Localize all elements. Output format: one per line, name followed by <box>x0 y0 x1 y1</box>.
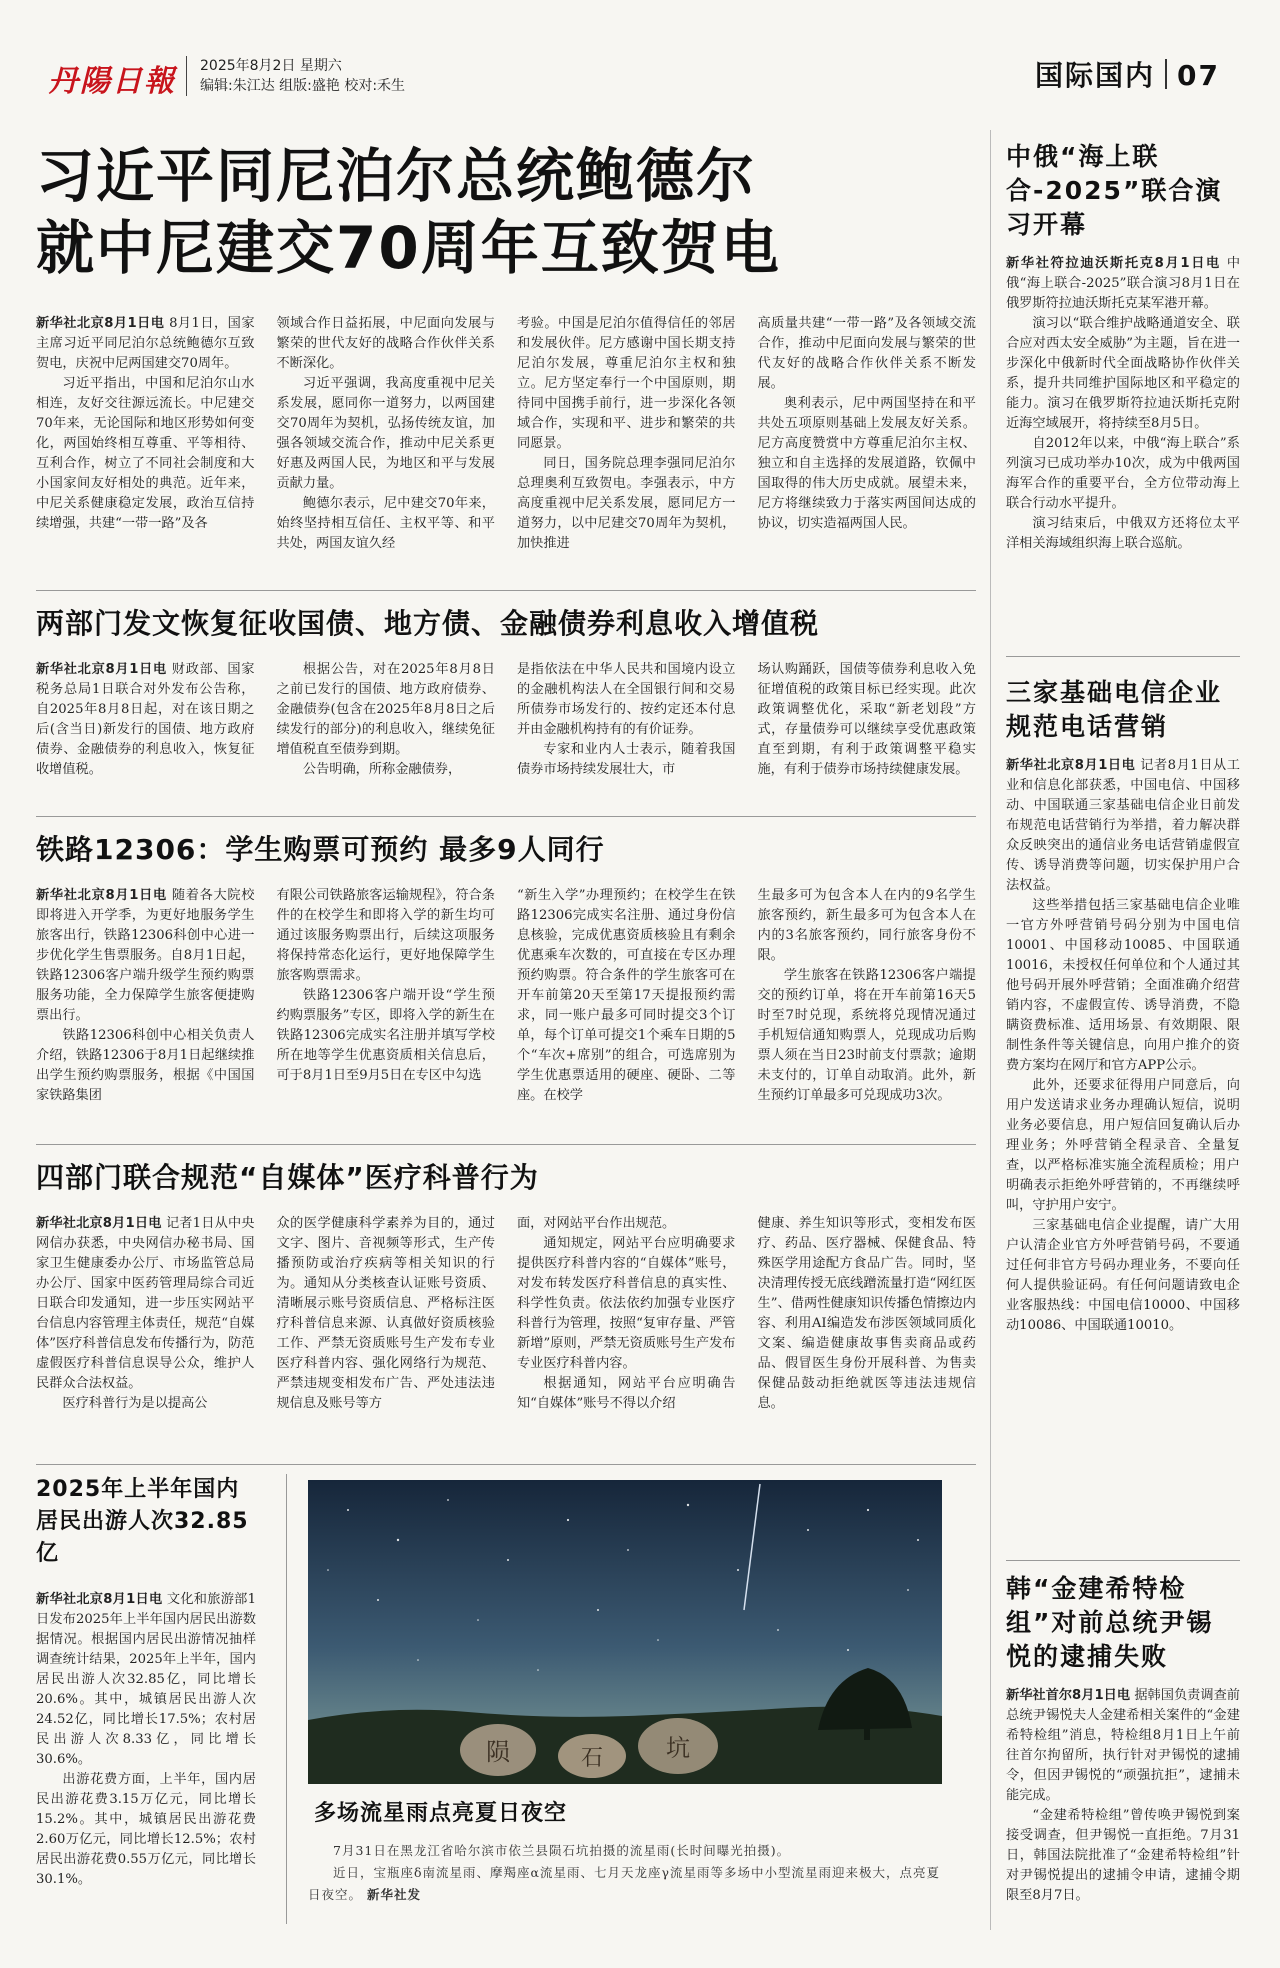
article3-text: 生最多可为包含本人在内的9名学生旅客预约，新生最多可为包含本人在内的3名旅客预约，同行旅客身份不限。 <box>757 888 976 963</box>
meteor-photo <box>308 1480 942 1784</box>
article2-text: 财政部、国家税务总局1日联合对外发布公告称，自2025年8月8日起，对在该日期之后(含当日)新发行的国债、地方政府债券、金融债券的利息收入，恢复征收增值税。 <box>36 662 255 777</box>
article3-text: 有限公司铁路旅客运输规程》，符合条件的在校学生和即将入学的新生均可通过该服务购票出行，后续这项服务将保持常态化运行，更好地保障学生旅客购票需求。 <box>276 888 495 983</box>
lead-headline <box>36 140 976 284</box>
article4-text: 众的医学健康科学素养为目的，通过文字、图片、音视频等形式，生产传播预防或治疗疾病等相关知识的行为。通知从分类核查认证账号资质、清晰展示账号资质信息、严格标注医疗科普信息来源、认真做好资质核验工作、严禁无资质账号生产发布专业医疗科普内容、强化网络行为规范、严禁违规变相发布广告、严处违法违规信息及账号等方 <box>276 1216 495 1411</box>
dateline: 新华社北京8月1日电 <box>36 888 167 903</box>
right2-text: 此外，还要求征得用户同意后，向用户发送请求业务办理确认短信，说明业务必要信息，用户短信回复确认后办理业务；外呼营销全程录音、全量复查，以严格标准实施全流程质检；用户明确表示拒绝外呼营销的，不再继续呼叫，守护用户安宁。 <box>1006 1078 1240 1213</box>
article1-text: 考验。中国是尼泊尔值得信任的邻居和发展伙伴。尼方感谢中国长期支持尼泊尔发展，尊重尼泊尔主权和独立。尼方坚定奉行一个中国原则，期待同中国携手前行，进一步深化各领域合作，实现和平、进步和繁荣的共同愿景。 <box>517 316 736 451</box>
right1-text: 演习结束后，中俄双方还将位太平洋相关海域组织海上联合巡航。 <box>1006 516 1240 551</box>
right2-text: 记者8月1日从工业和信息化部获悉，中国电信、中国移动、中国联通三家基础电信企业日前发布规范电话营销行为举措，着力解决群众反映突出的通信业务电话营销虚假宣传、诱导消费等问题，切实保护用户合法权益。 <box>1006 758 1240 893</box>
caption-text: 近日，宝瓶座δ南流星雨、摩羯座α流星雨、七月天龙座γ流星雨等多场中小型流星雨迎来极大，点亮夏日夜空。 <box>308 1865 940 1902</box>
article2-col1 <box>36 660 255 800</box>
dateline: 新华社北京8月1日电 <box>36 1216 162 1231</box>
article2-col4 <box>758 660 977 800</box>
article4-text: 面，对网站平台作出规范。 <box>517 1216 676 1231</box>
article4-text: 通知规定，网站平台应明确要求提供医疗科普内容的“自媒体”账号，对发布转发医疗科普信息的真实性、科学性负责。依法依约加强专业医疗科普行为管理，按照“复审存量、严管新增”原则，严禁无资质账号生产发布专业医疗科普内容。 <box>517 1236 736 1371</box>
masthead-meta <box>200 56 405 96</box>
staff-line: 编辑:朱江达 组版:盛艳 校对:禾生 <box>200 78 406 94</box>
article3-col3 <box>517 886 736 1126</box>
article1-text: 鲍德尔表示，尼中建交70年来，始终坚持相互信任、主权平等、和平共处，两国友谊久经 <box>276 496 495 551</box>
article3-col1 <box>36 886 255 1126</box>
article4-col3 <box>517 1214 736 1454</box>
article2-text: 根据公告，对在2025年8月8日之前已发行的国债、地方政府债券、金融债券(包含在2025年8月8日之后续发行的部分)的利息收入，继续免征增值税直至债券到期。 <box>276 662 495 757</box>
article3-text: 铁路12306客户端开设“学生预约购票服务”专区，即将入学的新生在铁路12306完成实名注册并填写学校所在地等学生优惠资质相关信息后，可于8月1日至9月5日在专区中勾选 <box>276 988 495 1083</box>
article4-col2 <box>277 1214 496 1454</box>
dateline: 新华社北京8月1日电 <box>36 316 165 331</box>
article1-text: 同日，国务院总理李强同尼泊尔总理奥利互致贺电。李强表示，中方高度重视中尼关系发展，愿同尼方一道努力，以中尼建交70周年为契机，加快推进 <box>517 456 736 551</box>
caption-line: 7月31日在黑龙江省哈尔滨市依兰县陨石坑拍摄的流星雨(长时间曝光拍摄)。 <box>333 1843 791 1858</box>
stone-char: 陨 <box>486 1738 510 1766</box>
article1-col1 <box>36 314 255 574</box>
article2-text: 专家和业内人士表示，随着我国债券市场持续发展壮大，市 <box>517 742 736 777</box>
article3-body <box>36 886 976 1126</box>
article1-col3 <box>517 314 736 574</box>
article4-text: 根据通知，网站平台应明确告知“自媒体”账号不得以介绍 <box>517 1376 736 1411</box>
divider <box>36 816 976 817</box>
dateline: 新华社北京8月1日电 <box>36 1592 163 1607</box>
night-sky-image <box>308 1480 942 1784</box>
article3-headline: 铁路12306：学生购票可预约 最多9人同行 <box>36 833 605 866</box>
article5-text: 文化和旅游部1日发布2025年上半年国内居民出游数据情况。根据国内居民出游情况抽样调查统计结果，2025年上半年，国内居民出游人次32.85亿，同比增长20.6%。其中，城镇居民出游人次24.52亿，同比增长17.5%；农村居民出游人次8.33亿，同比增长30.6%。 <box>36 1592 256 1767</box>
article3-col2 <box>277 886 496 1126</box>
article4-col1 <box>36 1214 255 1454</box>
masthead <box>0 0 1280 108</box>
stone-char: 石 <box>580 1746 604 1771</box>
article1-text: 高质量共建“一带一路”及各领域交流合作，推动中尼面向发展与繁荣的世代友好的战略合作伙伴关系不断发展。 <box>757 316 976 391</box>
article5-text: 出游花费方面，上半年，国内居民出游花费3.15万亿元，同比增长15.2%。其中，城镇居民出游花费2.60万亿元，同比增长12.5%；农村居民出游花费0.55万亿元，同比增长30.1%。 <box>36 1772 256 1887</box>
article1-col4 <box>758 314 977 574</box>
right2-headline: 三家基础电信企业规范电话营销 <box>1006 678 1223 741</box>
article2-text: 公告明确，所称金融债券， <box>302 762 462 777</box>
article1-text: 习近平强调，我高度重视中尼关系发展，愿同你一道努力，以两国建交70周年为契机，弘扬传统友谊，加强各领域交流合作，推动中尼关系更好惠及两国人民，为地区和平与发展贡献力量。 <box>276 376 495 491</box>
article3-text: “新生入学”办理预约；在校学生在铁路12306完成实名注册、通过身份信息核验，完成优惠资质核验且有剩余优惠乘车次数的，可直接在专区办理预约购票。符合条件的学生旅客可在开车前第20天至第17天提报预约需求，同一账户最多可同时提交3个订单，每个订单可提交1个乘车日期的5个“车次+席别”的组合，可选席别为学生优惠票适用的硬座、硬卧、二等座。在校学 <box>517 888 736 1103</box>
right1-text: 演习以“联合维护战略通道安全、联合应对西太安全威胁”为主题，旨在进一步深化中俄新时代全面战略协作伙伴关系，提升共同维护国际地区和平稳定的能力。演习在俄罗斯符拉迪沃斯托克附近海空域展开，将持续至8月5日。 <box>1006 316 1240 431</box>
photo-title: 多场流星雨点亮夏日夜空 <box>314 1801 568 1826</box>
article3-text: 铁路12306科创中心相关负责人介绍，铁路12306于8月1日起继续推出学生预约购票服务，根据《中国国家铁路集团 <box>36 1028 255 1103</box>
right2-text: 三家基础电信企业提醒，请广大用户认清企业官方外呼营销号码，不要通过任何非官方号码办理业务，不要向任何人提供验证码。有任何问题请致电企业客服热线：中国电信10000、中国移动10086、中国联通10010。 <box>1006 1218 1240 1333</box>
article4-headline: 四部门联合规范“自媒体”医疗科普行为 <box>36 1161 539 1194</box>
right3-text: “金建希特检组”曾传唤尹锡悦到案接受调查，但尹锡悦一直拒绝。7月31日，韩国法院批准了“金建希特检组”针对尹锡悦提出的逮捕令申请，逮捕令期限至8月7日。 <box>1006 1808 1240 1903</box>
section-label <box>1035 54 1220 94</box>
article4-body <box>36 1214 976 1454</box>
divider <box>36 1464 976 1465</box>
article4-text: 医疗科普行为是以提高公 <box>62 1396 208 1411</box>
right3-text: 据韩国负责调查前总统尹锡悦夫人金建希相关案件的“金建希特检组”消息，特检组8月1日上午前往首尔拘留所，执行针对尹锡悦的逮捕令，但因尹锡悦的“顽强抗拒”，逮捕未能完成。 <box>1006 1688 1240 1803</box>
dateline: 新华社北京8月1日电 <box>1006 758 1136 773</box>
divider <box>286 1474 287 1924</box>
photo-source: 新华社发 <box>367 1887 422 1902</box>
right1-body <box>1006 254 1240 634</box>
article3-text: 随着各大院校即将进入开学季，为更好地服务学生旅客出行，铁路12306科创中心进一步优化学生售票服务。自8月1日起，铁路12306客户端升级学生预约购票服务功能，全力保障学生旅客便捷购票出行。 <box>36 888 255 1023</box>
article1-body <box>36 314 976 574</box>
caption-line <box>308 1862 948 1906</box>
lead-headline-line2: 就中尼建交70周年互致贺电 <box>36 214 781 282</box>
article1-col2 <box>277 314 496 574</box>
article1-text: 习近平指出，中国和尼泊尔山水相连，友好交往源远流长。中尼建交70年来，无论国际和地区形势如何变化，两国始终相互尊重、平等相待、互利合作，树立了不同社会制度和大小国家间友好相处的典范。近年来，中尼关系健康稳定发展，政治互信持续增强，共建“一带一路”及各 <box>36 376 255 531</box>
lead-headline-line1: 习近平同尼泊尔总统鲍德尔 <box>36 142 757 210</box>
article2-headline: 两部门发文恢复征收国债、地方债、金融债券利息收入增值税 <box>36 607 820 640</box>
article2-text: 场认购踊跃，国债等债券利息收入免征增值税的政策目标已经实现。此次政策调整优化，采取“新老划段”方式，存量债券可以继续享受优惠政策直至到期，有利于政策调整平稳实施，有利于债券市场持续健康发展。 <box>757 662 976 777</box>
right1-headline: 中俄“海上联合-2025”联合演习开幕 <box>1006 142 1223 239</box>
page-number: 07 <box>1177 59 1220 92</box>
newspaper-logo: 丹陽日報 <box>48 64 176 99</box>
article2-text: 是指依法在中华人民共和国境内设立的金融机构法人在全国银行间和交易所债券市场发行的、按约定还本付息并由金融机构持有的有价证券。 <box>517 662 736 737</box>
article2-col3 <box>517 660 736 800</box>
right2-text: 这些举措包括三家基础电信企业唯一官方外呼营销号码分别为中国电信10001、中国移动10085、中国联通10016，未授权任何单位和个人通过其他号码开展外呼营销；全面准确介绍营销内容，不虚假宣传、诱导消费，不隐瞒资费标准、适用场景、有效期限、限制性条件等关键信息，向用户推介的资费方案均在网厅和官方APP公示。 <box>1006 898 1240 1073</box>
dateline: 新华社北京8月1日电 <box>36 662 167 677</box>
article4-text: 记者1日从中央网信办获悉，中央网信办秘书局、国家卫生健康委办公厅、市场监管总局办公厅、国家中医药管理局综合司近日联合印发通知，进一步压实网站平台信息内容管理主体责任，规范“自媒体”医疗科普信息发布传播行为，防范虚假医疗科普信息误导公众，维护人民群众合法权益。 <box>36 1216 255 1391</box>
logo-divider <box>186 56 187 96</box>
column-rule <box>990 130 991 1930</box>
article5-headline: 2025年上半年国内居民出游人次32.85亿 <box>36 1477 249 1566</box>
article5-body <box>36 1590 256 1920</box>
article4-col4 <box>758 1214 977 1454</box>
section-name: 国际国内 <box>1035 59 1156 92</box>
right2-body <box>1006 756 1240 1554</box>
date-line: 2025年8月2日 星期六 <box>200 58 342 74</box>
article1-text: 领域合作日益拓展，中尼面向发展与繁荣的世代友好的战略合作伙伴关系不断深化。 <box>276 316 495 371</box>
photo-caption <box>308 1840 948 1906</box>
stone-char: 坑 <box>666 1734 690 1762</box>
article2-col2 <box>277 660 496 800</box>
dateline: 新华社首尔8月1日电 <box>1006 1688 1131 1703</box>
right3-body <box>1006 1686 1240 1956</box>
article1-text: 奥利表示，尼中两国坚持在和平共处五项原则基础上发展友好关系。尼方高度赞赏中方尊重尼泊尔主权、独立和自主选择的发展道路，钦佩中国取得的伟大历史成就。展望未来，尼方将继续致力于落实两国间达成的协议，切实造福两国人民。 <box>757 396 976 531</box>
divider <box>1006 1560 1240 1561</box>
right1-text: 中俄“海上联合-2025”联合演习8月1日在俄罗斯符拉迪沃斯托克某军港开幕。 <box>1006 256 1240 311</box>
article4-text: 健康、养生知识等形式，变相发布医疗、药品、医疗器械、保健食品、特殊医学用途配方食品广告。同时，坚决清理传授无底线蹭流量打造“网红医生”、借两性健康知识传播色情擦边内容、利用AI编造发布涉医领域同质化文案、编造健康故事售卖商品或药品、假冒医生身份开展科普、为售卖保健品鼓动拒绝就医等违法违规信息。 <box>757 1216 976 1411</box>
section-divider <box>1165 59 1167 89</box>
article2-body <box>36 660 976 800</box>
divider <box>1006 656 1240 657</box>
divider <box>36 590 976 591</box>
divider <box>36 1144 976 1145</box>
article3-text: 学生旅客在铁路12306客户端提交的预约订单，将在开车前第16天5时至7时兑现，系统将兑现情况通过手机短信通知购票人，兑现成功后购票人须在当日23时前支付票款；逾期未支付的，订单自动取消。此外，新生预约订单最多可兑现成功3次。 <box>757 968 976 1103</box>
right1-text: 自2012年以来，中俄“海上联合”系列演习已成功举办10次，成为中俄两国海军合作的重要平台，全方位带动海上联合行动水平提升。 <box>1006 436 1240 511</box>
dateline: 新华社符拉迪沃斯托克8月1日电 <box>1006 256 1221 271</box>
right3-headline: 韩“金建希特检组”对前总统尹锡悦的逮捕失败 <box>1006 1574 1214 1671</box>
article3-col4 <box>758 886 977 1126</box>
article1-text: 8月1日，国家主席习近平同尼泊尔总统鲍德尔互致贺电，庆祝中尼两国建交70周年。 <box>36 316 255 371</box>
